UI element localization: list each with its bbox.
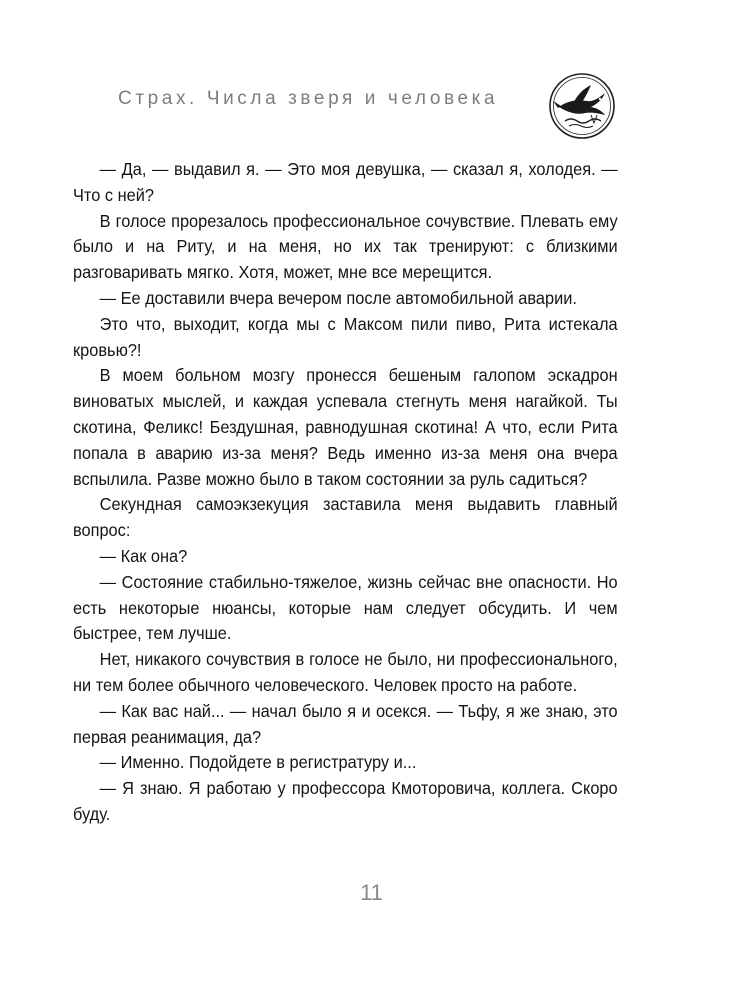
paragraph-9: Нет, никакого сочувствия в голосе не было, ни профессионального, ни тем более обычного человеческого. Человек просто на работе.: [73, 649, 618, 695]
paragraph-3: — Ее доставили вчера вечером после автомобильной аварии.: [99, 287, 577, 308]
paragraph-1: — Да, — выдавил я. — Это моя девушка, — сказал я, холодея. — Что с ней?: [73, 159, 618, 205]
running-title: Страх. Числа зверя и человека: [118, 88, 499, 109]
paragraph-7: — Как она?: [99, 545, 188, 566]
swallow-bird-emblem-icon: [547, 71, 617, 141]
paragraph-11: — Именно. Подойдете в регистратуру и...: [99, 752, 417, 773]
page-number: 11: [360, 880, 383, 905]
paragraph-5: В моем больном мозгу пронесся бешеным галопом эскадрон виноватых мыслей, и каждая успевала стегнуть меня нагайкой. Ты скотина, Феликс! Бездушная, равнодушная скотина! А что, если Рита попала в аварию из-за меня? Ведь именно из-за меня она вчера вспылила. Разве можно было в таком состоянии за руль садиться?: [73, 365, 618, 489]
paragraph-4: Это что, выходит, когда мы с Максом пили пиво, Рита истекала кровью?!: [73, 313, 618, 360]
page-header: [0, 0, 743, 140]
paragraph-8: — Состояние стабильно-тяжелое, жизнь сейчас вне опасности. Но есть некоторые нюансы, которые нам следует обсудить. И чем быстрее, тем лучше.: [73, 571, 618, 644]
paragraph-2: В голосе прорезалось профессиональное сочувствие. Плевать ему было и на Риту, и на меня, но их так тренируют: с близкими разговаривать мягко. Хотя, может, мне все мерещится.: [73, 210, 618, 283]
chapter-body-text: [73, 157, 618, 828]
paragraph-12: — Я знаю. Я работаю у профессора Кмоторовича, коллега. Скоро буду.: [73, 778, 618, 824]
paragraph-6: Секундная самоэкзекуция заставила меня выдавить главный вопрос:: [73, 494, 618, 541]
paragraph-10: — Как вас най... — начал было я и осекся. — Тьфу, я же знаю, это первая реанимация, да?: [73, 700, 618, 747]
